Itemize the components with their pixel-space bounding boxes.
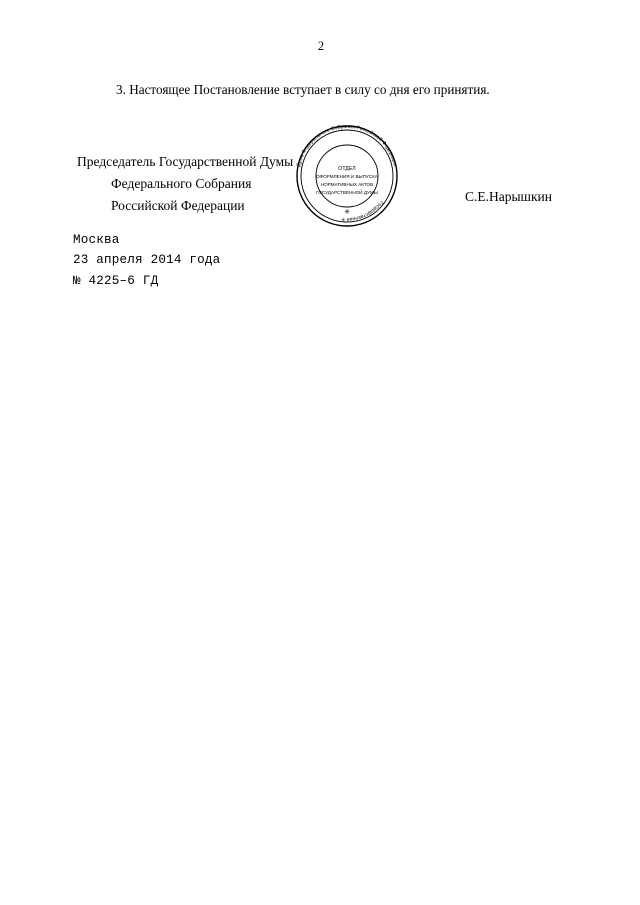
stamp-center-line-3: НОРМАТИВНЫХ АКТОВ (320, 182, 374, 187)
meta-city: Москва (73, 233, 120, 247)
official-stamp-icon (289, 118, 405, 234)
stamp-inner-text: Государственная ✳ (340, 199, 385, 223)
svg-text:Дума Федерального Собрания Рос (296, 124, 398, 168)
signature-line-2: Федерального Собрания (111, 175, 252, 191)
signature-line-1: Председатель Государственной Думы (77, 154, 294, 169)
stamp-center-line-2: ОФОРМЛЕНИЯ И ВЫПУСКА (316, 174, 378, 179)
stamp-center-line-1: ОТДЕЛ (338, 166, 356, 172)
clause-paragraph: 3. Настоящее Постановление вступает в силу со дня его принятия. (116, 82, 490, 97)
stamp-center-line-4: ГОСУДАРСТВЕННОЙ ДУМЫ (316, 190, 378, 195)
stamp-outer-text: Дума Федерального Собрания Российской Федерации (295, 123, 399, 168)
stamp-star: ✳ (344, 209, 350, 216)
signature-line-3: Российской Федерации (111, 197, 245, 213)
document-meta (73, 230, 220, 291)
meta-date: 23 апреля 2014 года (73, 253, 221, 268)
svg-text:Государственная ✳ (341, 199, 384, 222)
signer-name: С.Е.Нарышкин (465, 189, 552, 204)
signature-block (77, 151, 293, 217)
page-number: 2 (317, 39, 325, 53)
meta-number: № 4225–6 ГД (73, 273, 159, 288)
